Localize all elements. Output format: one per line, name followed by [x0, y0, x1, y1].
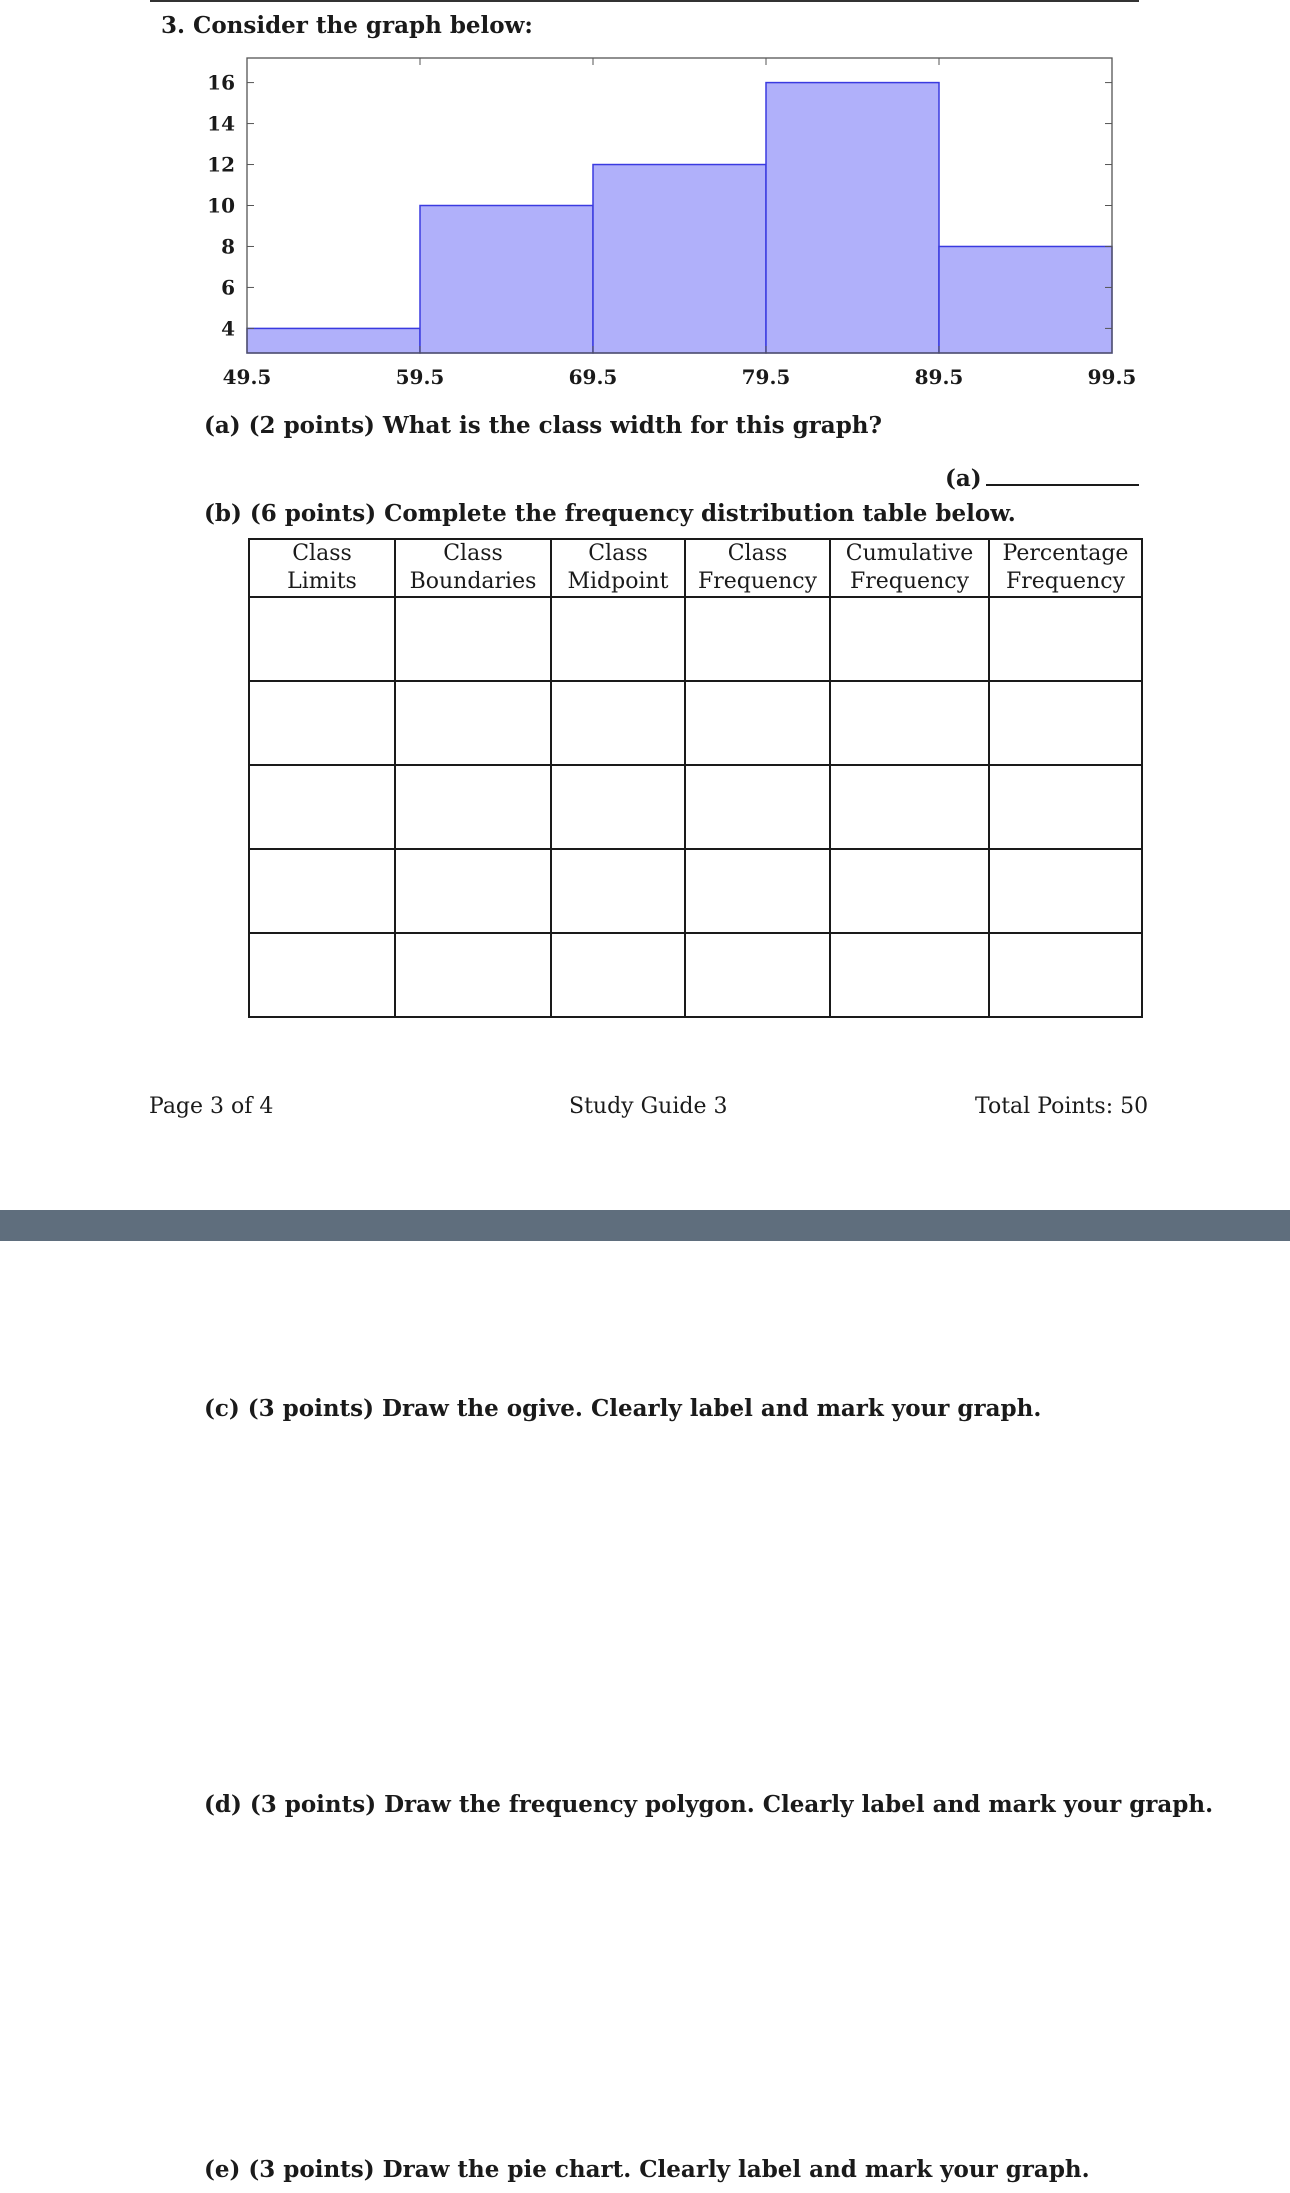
y-tick-label: 10	[207, 193, 235, 218]
header-percentage-frequency: Percentage Frequency	[989, 539, 1142, 597]
footer-total-points: Total Points: 50	[975, 1094, 1149, 1119]
x-tick-label: 79.5	[741, 365, 791, 389]
table-cell[interactable]	[395, 849, 551, 933]
x-tick-label: 59.5	[395, 365, 445, 389]
question-title: 3. Consider the graph below:	[161, 12, 533, 39]
page-divider	[0, 1210, 1290, 1241]
histogram-bar	[593, 165, 766, 353]
table-cell[interactable]	[249, 597, 395, 681]
table-cell[interactable]	[989, 681, 1142, 765]
x-tick-label: 99.5	[1087, 365, 1137, 389]
table-cell[interactable]	[395, 597, 551, 681]
header-class-midpoint: Class Midpoint	[551, 539, 685, 597]
table-cell[interactable]	[551, 765, 685, 849]
part-c-question: (c) (3 points) Draw the ogive. Clearly label and mark your graph.	[204, 1395, 1042, 1422]
table-cell[interactable]	[989, 597, 1142, 681]
table-cell[interactable]	[551, 849, 685, 933]
y-tick-label: 16	[207, 70, 235, 95]
answer-a-line[interactable]	[986, 484, 1139, 486]
y-tick-label: 6	[221, 275, 235, 300]
table-cell[interactable]	[249, 849, 395, 933]
x-tick-label: 49.5	[222, 365, 272, 389]
table-cell[interactable]	[685, 597, 830, 681]
table-cell[interactable]	[249, 765, 395, 849]
table-cell[interactable]	[551, 681, 685, 765]
table-cell[interactable]	[685, 765, 830, 849]
footer-page-number: Page 3 of 4	[149, 1094, 274, 1119]
part-a-question: (a) (2 points) What is the class width for this graph?	[204, 412, 882, 439]
table-row	[249, 849, 1142, 933]
histogram-bar	[939, 246, 1112, 353]
table-cell[interactable]	[395, 681, 551, 765]
table-cell[interactable]	[249, 681, 395, 765]
y-tick-label: 12	[207, 152, 235, 177]
x-tick-label: 89.5	[914, 365, 964, 389]
table-cell[interactable]	[395, 765, 551, 849]
table-row	[249, 597, 1142, 681]
histogram-bar	[247, 328, 420, 353]
table-row	[249, 765, 1142, 849]
part-e-question: (e) (3 points) Draw the pie chart. Clearly label and mark your graph.	[204, 2156, 1090, 2183]
header-cumulative-frequency: Cumulative Frequency	[830, 539, 989, 597]
table-cell[interactable]	[830, 765, 989, 849]
histogram-bar	[420, 206, 593, 354]
histogram-chart	[190, 50, 1150, 395]
table-cell[interactable]	[830, 933, 989, 1017]
header-class-boundaries: Class Boundaries	[395, 539, 551, 597]
table-cell[interactable]	[685, 849, 830, 933]
y-tick-label: 8	[221, 234, 235, 259]
histogram-bar	[766, 83, 939, 353]
table-cell[interactable]	[989, 849, 1142, 933]
table-cell[interactable]	[249, 933, 395, 1017]
y-tick-label: 14	[207, 111, 235, 136]
table-cell[interactable]	[685, 933, 830, 1017]
table-header-row	[249, 539, 1142, 597]
x-tick-label: 69.5	[568, 365, 618, 389]
table-cell[interactable]	[685, 681, 830, 765]
table-cell[interactable]	[830, 849, 989, 933]
header-class-frequency: Class Frequency	[685, 539, 830, 597]
part-b-question: (b) (6 points) Complete the frequency distribution table below.	[204, 500, 1016, 527]
table-cell[interactable]	[551, 597, 685, 681]
part-d-question: (d) (3 points) Draw the frequency polygon. Clearly label and mark your graph.	[204, 1791, 1214, 1818]
table-cell[interactable]	[551, 933, 685, 1017]
footer-title: Study Guide 3	[569, 1094, 728, 1119]
table-cell[interactable]	[830, 597, 989, 681]
table-row	[249, 933, 1142, 1017]
table-row	[249, 681, 1142, 765]
answer-a-label: (a)	[945, 465, 982, 492]
table-cell[interactable]	[395, 933, 551, 1017]
frequency-table	[248, 538, 1143, 1018]
header-class-limits: Class Limits	[249, 539, 395, 597]
top-rule	[150, 0, 1139, 2]
table-cell[interactable]	[989, 765, 1142, 849]
table-cell[interactable]	[989, 933, 1142, 1017]
table-cell[interactable]	[830, 681, 989, 765]
y-tick-label: 4	[221, 316, 235, 341]
